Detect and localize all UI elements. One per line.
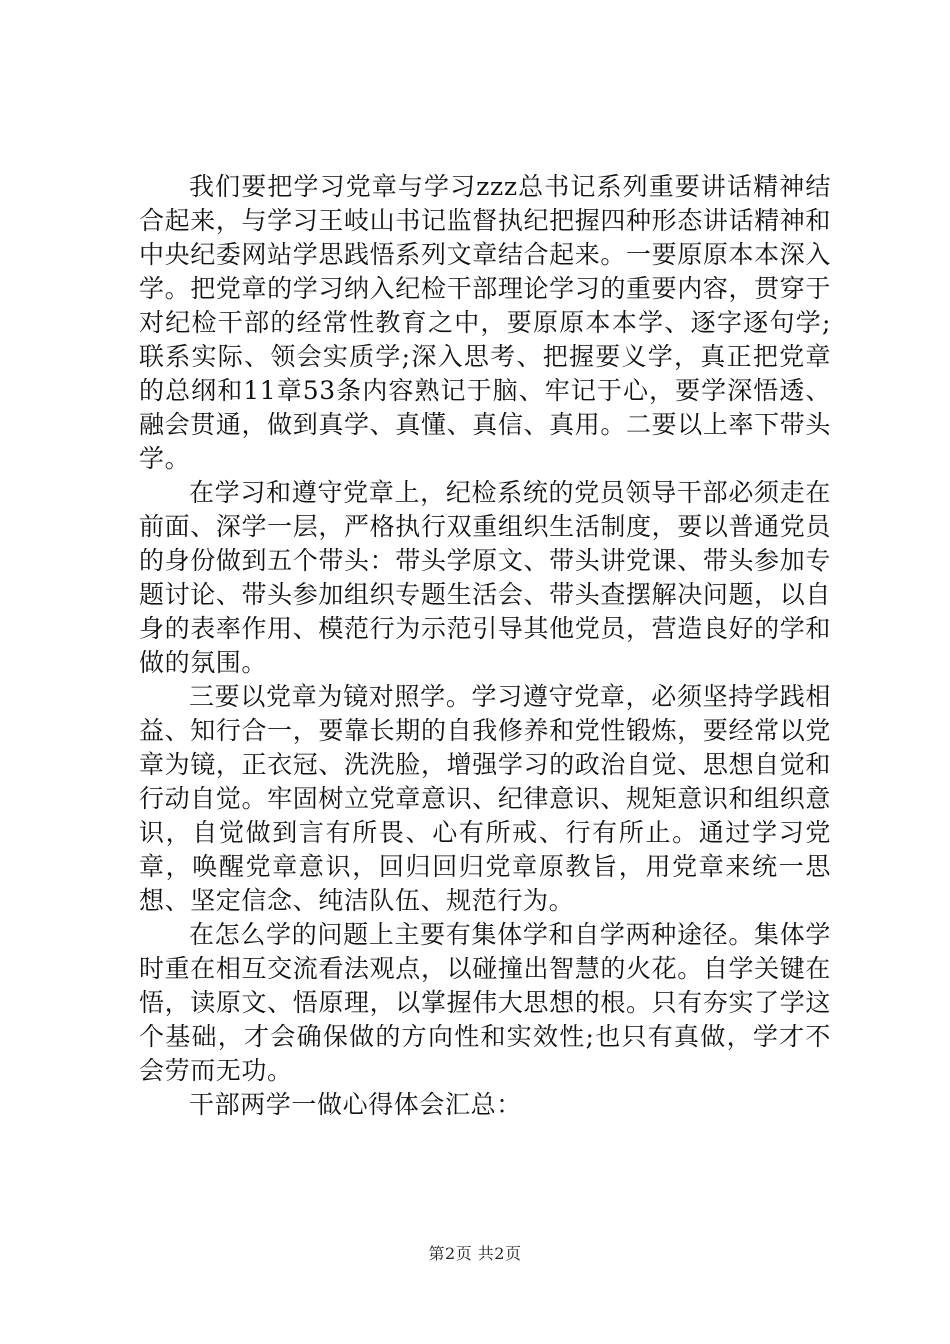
paragraph-1: 我们要把学习党章与学习zzz总书记系列重要讲话精神结合起来，与学习王岐山书记监督执纪把握四种形态讲话精神和中央纪委网站学思践悟系列文章结合起来。一要原原本本深入学。把党章的学习纳入纪检干部理论学习的重要内容，贯穿于对纪检干部的经常性教育之中，要原原本本学、逐字逐句学;联系实际、领会实质学;深入思考、把握要义学，真正把党章的总纲和11章53条内容熟记于脑、牢记于心，要学深悟透、融会贯通，做到真学、真懂、真信、真用。二要以上率下带头学。 [139,172,831,473]
paragraph-2: 在学习和遵守党章上，纪检系统的党员领导干部必须走在前面、深学一层，严格执行双重组织生活制度，要以普通党员的身份做到五个带头：带头学原文、带头讲党课、带头参加专题讨论、带头参加组织专题生活会、带头查摆解决问题，以自身的表率作用、模范行为示范引导其他党员，营造良好的学和做的氛围。 [139,478,831,677]
paragraph-3: 三要以党章为镜对照学。学习遵守党章，必须坚持学践相益、知行合一，要靠长期的自我修养和党性锻炼，要经常以党章为镜，正衣冠、洗洗脸，增强学习的政治自觉、思想自觉和行动自觉。牢固树立党章意识、纪律意识、规矩意识和组织意识，自觉做到言有所畏、心有所戒、行有所止。通过学习党章，唤醒党章意识，回归回归党章原教旨，用党章来统一思想、坚定信念、纯洁队伍、规范行为。 [139,682,831,915]
paragraph-5: 干部两学一做心得体会汇总： [189,1090,522,1119]
paragraph-4: 在怎么学的问题上主要有集体学和自学两种途径。集体学时重在相互交流看法观点，以碰撞出智慧的火花。自学关键在悟，读原文、悟原理，以掌握伟大思想的根。只有夯实了学这个基础，才会确保做的方向性和实效性;也只有真做，学才不会劳而无功。 [139,920,831,1085]
page-number-label: 第2页 共2页 [428,1244,522,1263]
page-footer [0,1244,950,1264]
document-body [139,170,831,1122]
